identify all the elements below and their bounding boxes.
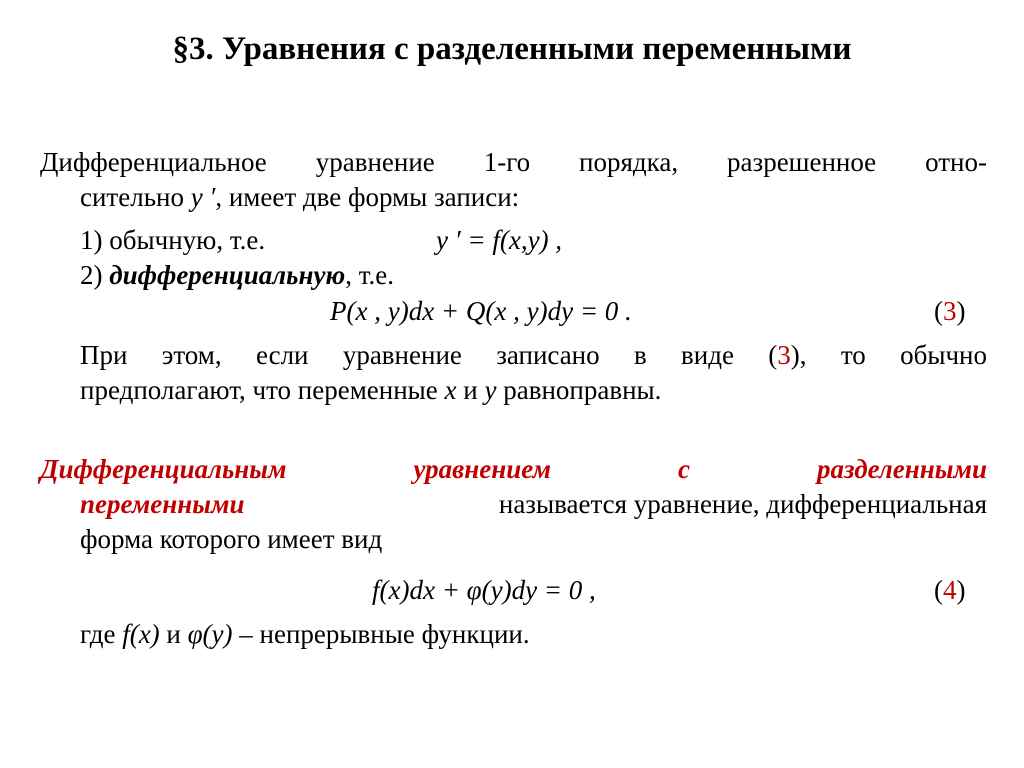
form2-line: [80, 259, 394, 291]
form1-label: 1) обычную, т.е.: [80, 225, 266, 255]
paragraph2-line1-suffix: ), то обычно: [790, 340, 987, 370]
equation-ref-3: 3: [777, 340, 791, 370]
formula-4: f(x)dx + φ(y)dy = 0 ,: [372, 575, 596, 605]
paragraph1-line2-suffix: , имеет две формы записи:: [215, 182, 520, 212]
where-line: [80, 618, 530, 650]
definition-term-line1: [40, 453, 987, 485]
paragraph2-line2-and: и: [456, 375, 485, 405]
equation-number-4: [934, 574, 966, 606]
definition-line2: [80, 488, 987, 520]
definition-term-line2: переменными: [80, 489, 245, 519]
paragraph2-line2-prefix: предполагают, что переменные: [80, 375, 445, 405]
form2-prefix: 2): [80, 260, 110, 290]
paragraph1-line2-prefix: сительно: [80, 182, 191, 212]
paragraph1-line2: [80, 181, 519, 213]
definition-line2-suffix: называется уравнение, дифференциальная: [498, 489, 987, 519]
eq3-open-paren: (: [934, 296, 943, 326]
eq3-close-paren: ): [956, 296, 966, 326]
paragraph2-line1: [80, 339, 987, 371]
equation-number-3: [934, 295, 966, 327]
where-prefix: где: [80, 619, 123, 649]
where-suffix: – непрерывные функции.: [232, 619, 530, 649]
definition-term-text: Дифференциальным уравнением с разделенными: [40, 454, 987, 484]
variable-x: x: [444, 375, 457, 405]
eq4-close-paren: ): [956, 575, 966, 605]
eq3-number: 3: [943, 296, 957, 326]
eq4-number: 4: [943, 575, 957, 605]
paragraph1-line1-text: Дифференциальное уравнение 1-го порядка, разрешенное отно-: [40, 147, 987, 177]
paragraph2-line2: [80, 374, 661, 406]
where-and: и: [159, 619, 188, 649]
variable-y: y: [484, 375, 497, 405]
definition-line3: форма которого имеет вид: [80, 524, 383, 554]
form2-suffix: , т.е.: [345, 260, 394, 290]
function-phi: φ(y): [187, 619, 233, 649]
paragraph2-line2-suffix: равноправны.: [496, 375, 662, 405]
form1-formula: y ′ = f(x,y) ,: [436, 225, 563, 255]
y-prime-symbol: y ′: [190, 182, 216, 212]
function-f: f(x): [122, 619, 160, 649]
eq4-open-paren: (: [934, 575, 943, 605]
paragraph1-line1: [40, 146, 987, 178]
paragraph2-line1-prefix: При этом, если уравнение записано в виде (: [80, 340, 778, 370]
page-title: §3. Уравнения с разделенными переменными: [172, 31, 852, 67]
formula-3: P(x , y)dx + Q(x , y)dy = 0 .: [330, 296, 632, 326]
form2-term: дифференциальную: [109, 260, 346, 290]
